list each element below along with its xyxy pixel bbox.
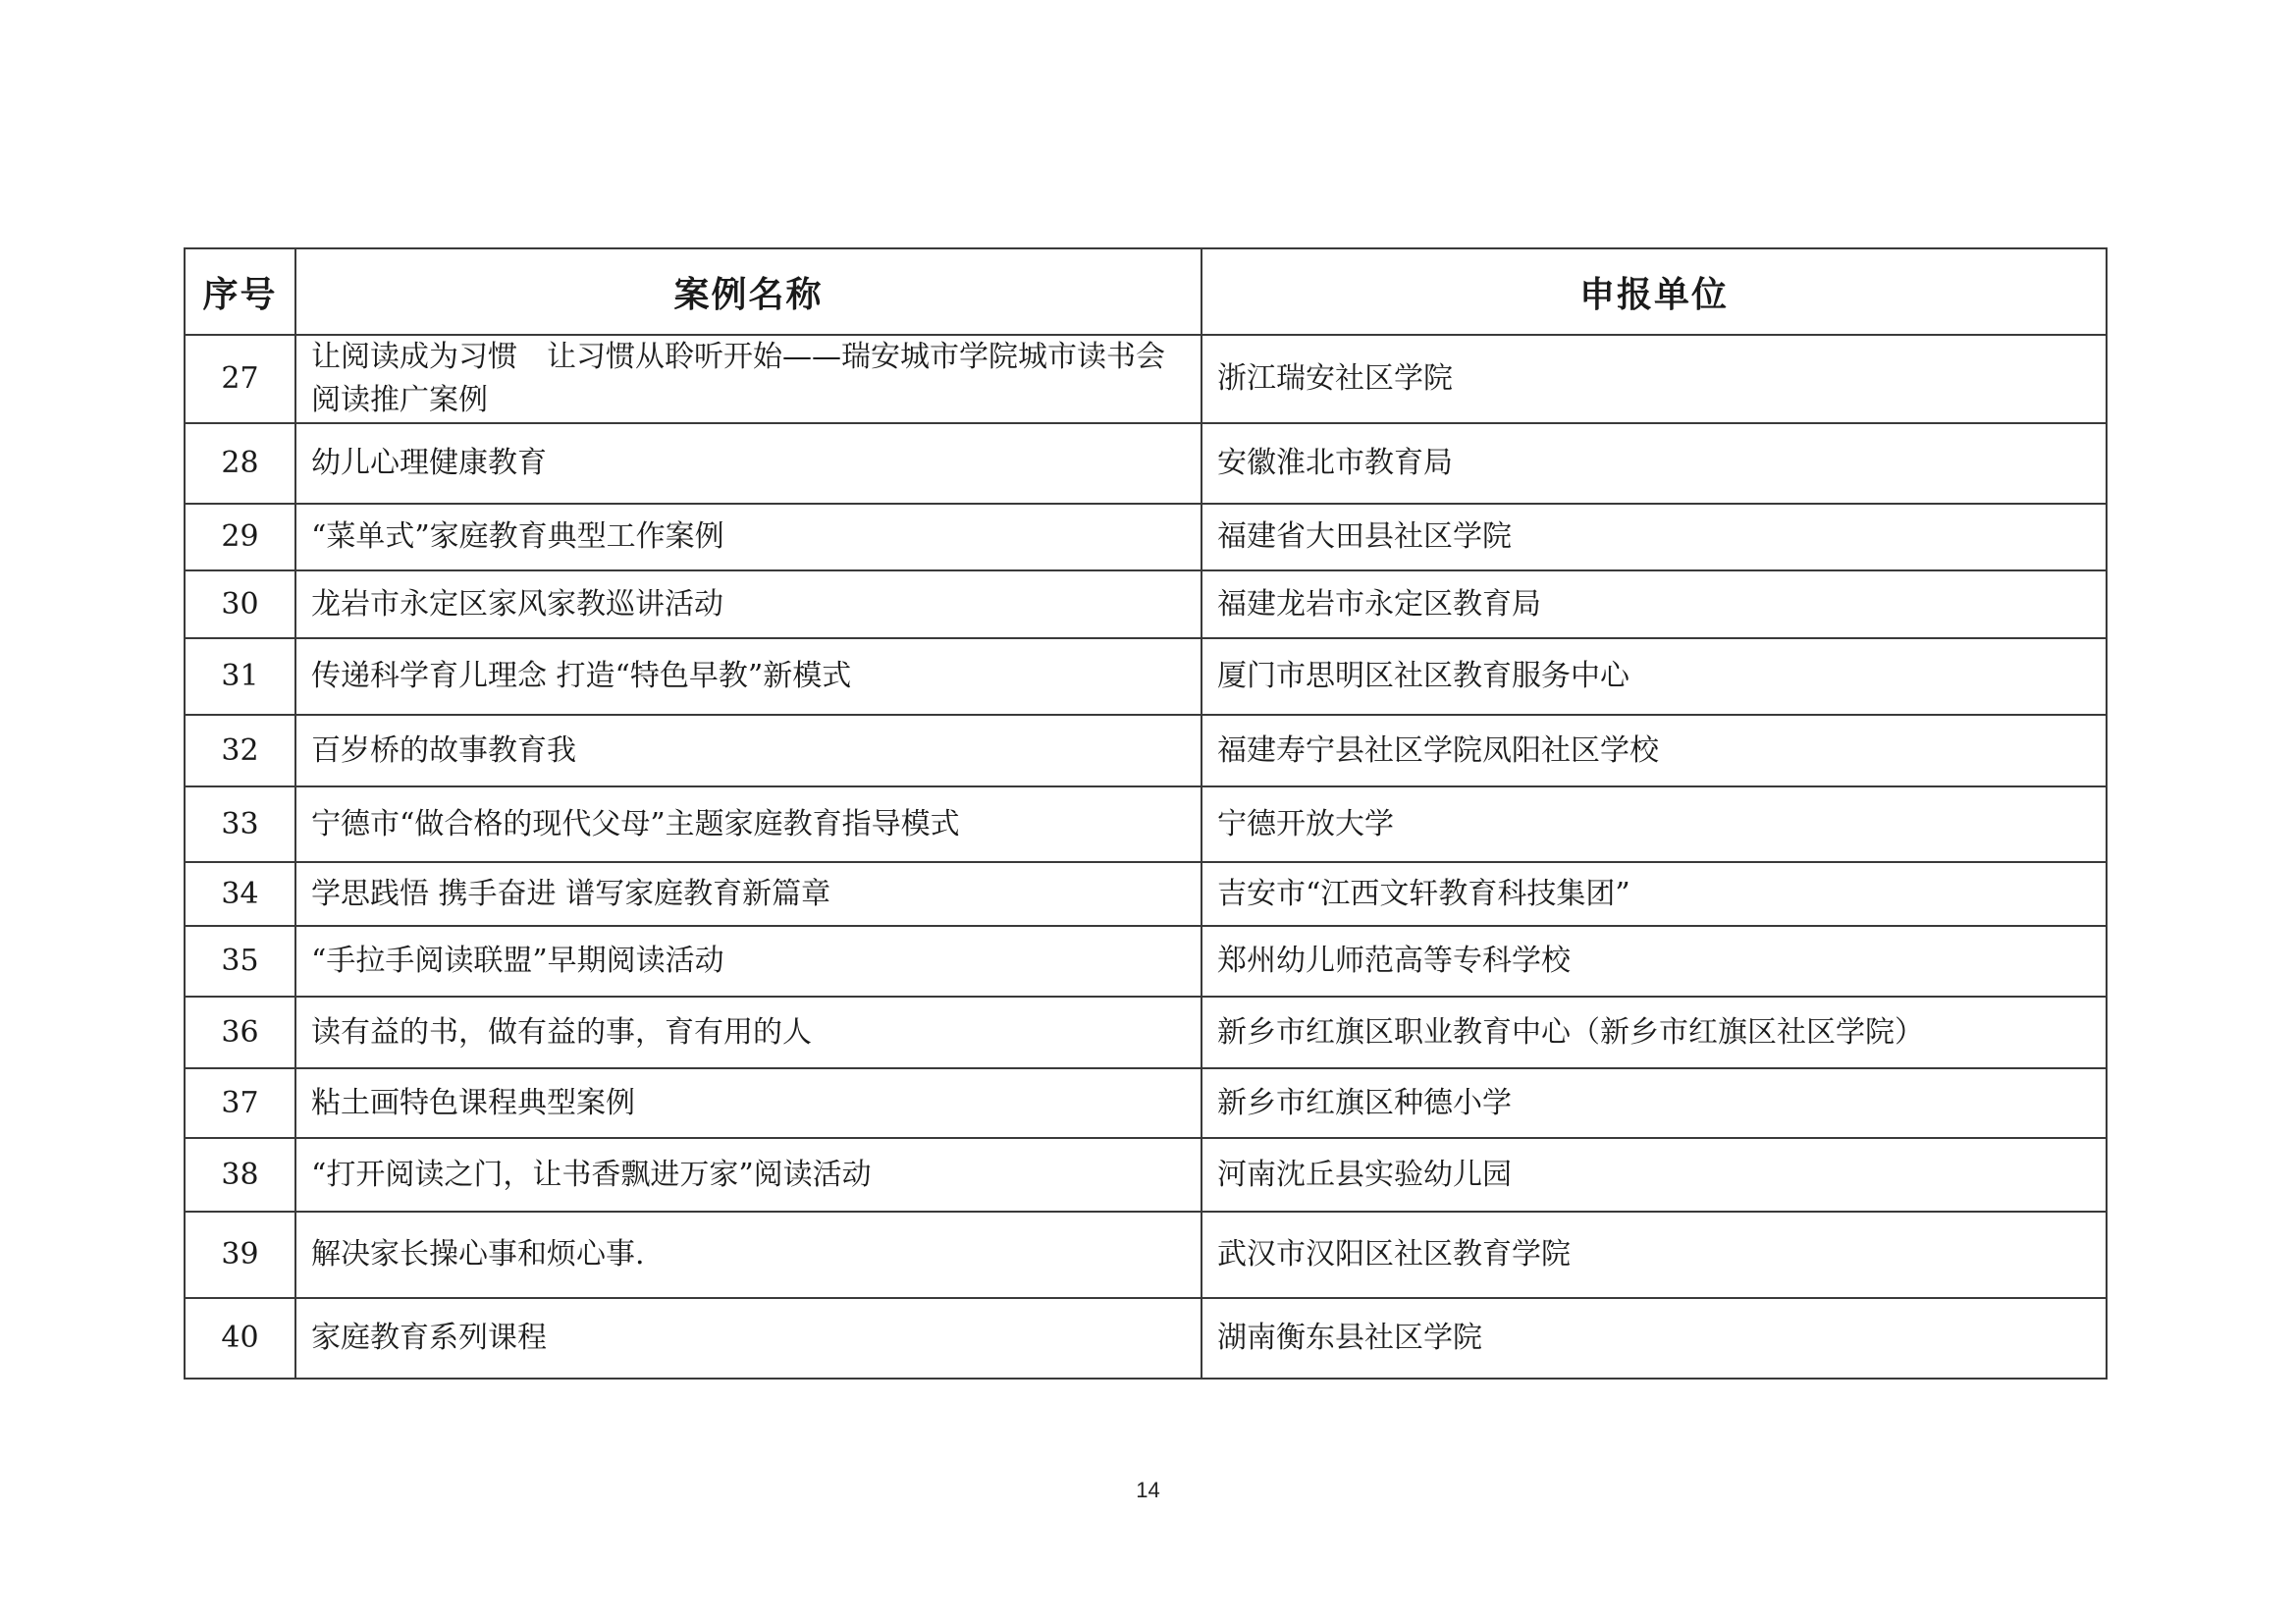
row-serial-number: 36 bbox=[185, 997, 295, 1068]
row-serial-number: 34 bbox=[185, 862, 295, 926]
row-case-name: 粘土画特色课程典型案例 bbox=[295, 1068, 1201, 1138]
row-serial-number: 27 bbox=[185, 335, 295, 423]
row-serial-number: 33 bbox=[185, 786, 295, 862]
row-serial-number: 31 bbox=[185, 638, 295, 715]
row-serial-number: 35 bbox=[185, 926, 295, 997]
row-case-name: 让阅读成为习惯 让习惯从聆听开始——瑞安城市学院城市读书会阅读推广案例 bbox=[295, 335, 1201, 423]
table-row bbox=[185, 335, 2107, 423]
row-reporting-unit: 郑州幼儿师范高等专科学校 bbox=[1201, 926, 2107, 997]
row-reporting-unit: 新乡市红旗区种德小学 bbox=[1201, 1068, 2107, 1138]
row-reporting-unit: 河南沈丘县实验幼儿园 bbox=[1201, 1138, 2107, 1212]
row-serial-number: 40 bbox=[185, 1298, 295, 1379]
table-row bbox=[185, 862, 2107, 926]
table-row bbox=[185, 504, 2107, 570]
row-case-name: 学思践悟 携手奋进 谱写家庭教育新篇章 bbox=[295, 862, 1201, 926]
row-serial-number: 38 bbox=[185, 1138, 295, 1212]
row-reporting-unit: 福建寿宁县社区学院凤阳社区学校 bbox=[1201, 715, 2107, 786]
table-row bbox=[185, 997, 2107, 1068]
row-reporting-unit: 宁德开放大学 bbox=[1201, 786, 2107, 862]
row-reporting-unit: 福建省大田县社区学院 bbox=[1201, 504, 2107, 570]
table-row bbox=[185, 638, 2107, 715]
row-serial-number: 32 bbox=[185, 715, 295, 786]
table-row bbox=[185, 1138, 2107, 1212]
row-reporting-unit: 安徽淮北市教育局 bbox=[1201, 423, 2107, 504]
row-reporting-unit: 吉安市“江西文轩教育科技集团” bbox=[1201, 862, 2107, 926]
row-case-name: “打开阅读之门，让书香飘进万家”阅读活动 bbox=[295, 1138, 1201, 1212]
row-serial-number: 39 bbox=[185, 1212, 295, 1298]
row-serial-number: 28 bbox=[185, 423, 295, 504]
page-number: 14 bbox=[1136, 1478, 1160, 1502]
header-reporting-unit: 申报单位 bbox=[1201, 248, 2107, 335]
row-case-name: 家庭教育系列课程 bbox=[295, 1298, 1201, 1379]
row-case-name: 宁德市“做合格的现代父母”主题家庭教育指导模式 bbox=[295, 786, 1201, 862]
row-case-name: 读有益的书，做有益的事，育有用的人 bbox=[295, 997, 1201, 1068]
case-list-table bbox=[184, 247, 2108, 1380]
row-case-name: “手拉手阅读联盟”早期阅读活动 bbox=[295, 926, 1201, 997]
row-reporting-unit: 新乡市红旗区职业教育中心（新乡市红旗区社区学院） bbox=[1201, 997, 2107, 1068]
row-reporting-unit: 湖南衡东县社区学院 bbox=[1201, 1298, 2107, 1379]
row-serial-number: 37 bbox=[185, 1068, 295, 1138]
row-case-name: 百岁桥的故事教育我 bbox=[295, 715, 1201, 786]
row-serial-number: 29 bbox=[185, 504, 295, 570]
row-reporting-unit: 福建龙岩市永定区教育局 bbox=[1201, 570, 2107, 638]
row-case-name: 幼儿心理健康教育 bbox=[295, 423, 1201, 504]
header-case-name: 案例名称 bbox=[295, 248, 1201, 335]
table-row bbox=[185, 1212, 2107, 1298]
table-row bbox=[185, 786, 2107, 862]
table-row bbox=[185, 715, 2107, 786]
table-row bbox=[185, 1298, 2107, 1379]
header-serial-number: 序号 bbox=[185, 248, 295, 335]
table-row bbox=[185, 570, 2107, 638]
table-row bbox=[185, 423, 2107, 504]
row-case-name: “菜单式”家庭教育典型工作案例 bbox=[295, 504, 1201, 570]
table-header-row bbox=[185, 248, 2107, 335]
table-row bbox=[185, 1068, 2107, 1138]
row-case-name: 传递科学育儿理念 打造“特色早教”新模式 bbox=[295, 638, 1201, 715]
row-reporting-unit: 厦门市思明区社区教育服务中心 bbox=[1201, 638, 2107, 715]
row-case-name: 龙岩市永定区家风家教巡讲活动 bbox=[295, 570, 1201, 638]
table-row bbox=[185, 926, 2107, 997]
row-serial-number: 30 bbox=[185, 570, 295, 638]
row-reporting-unit: 武汉市汉阳区社区教育学院 bbox=[1201, 1212, 2107, 1298]
row-reporting-unit: 浙江瑞安社区学院 bbox=[1201, 335, 2107, 423]
row-case-name: 解决家长操心事和烦心事. bbox=[295, 1212, 1201, 1298]
